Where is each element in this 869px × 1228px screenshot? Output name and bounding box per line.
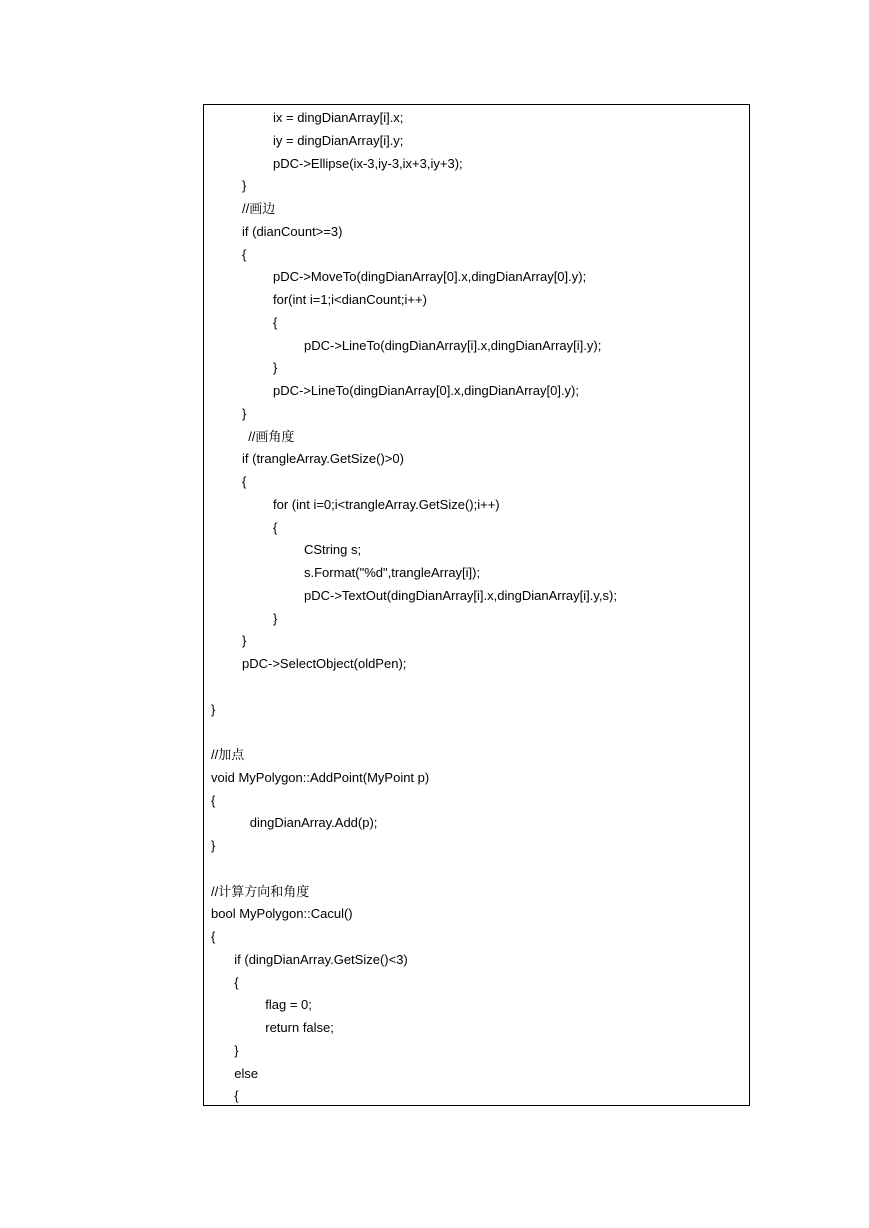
code-line: { <box>273 519 278 535</box>
code-line: if (trangleArray.GetSize()>0) <box>242 451 404 467</box>
code-line: { <box>242 474 247 489</box>
code-line: pDC->MoveTo(dingDianArray[0].x,dingDianArray[0].y); <box>273 269 587 285</box>
code-line: { <box>273 314 278 330</box>
code-line: ix = dingDianArray[i].x; <box>273 110 404 125</box>
code-line: pDC->SelectObject(oldPen); <box>242 656 407 671</box>
code-line: } <box>242 405 247 421</box>
code-line: } <box>211 701 216 717</box>
code-line: pDC->LineTo(dingDianArray[0].x,dingDianArray[0].y); <box>273 383 579 398</box>
code-line: { <box>234 974 239 990</box>
code-line: flag = 0; <box>265 997 312 1013</box>
code-line: { <box>211 792 216 808</box>
code-line: bool MyPolygon::Cacul() <box>211 906 353 922</box>
code-line: pDC->TextOut(dingDianArray[i].x,dingDianArray[i].y,s); <box>304 587 617 603</box>
code-line: { <box>234 1088 239 1104</box>
code-line: CString s; <box>304 542 362 558</box>
code-line: } <box>273 610 278 626</box>
code-line: else <box>234 1065 259 1081</box>
code-line: void MyPolygon::AddPoint(MyPoint p) <box>211 769 430 785</box>
code-line: //画边 <box>242 201 276 216</box>
code-line: iy = dingDianArray[i].y; <box>273 132 404 148</box>
code-line: } <box>273 360 278 376</box>
code-line: for(int i=1;i<dianCount;i++) <box>273 292 427 307</box>
code-box <box>203 104 750 1106</box>
code-line: pDC->LineTo(dingDianArray[i].x,dingDianArray[i].y); <box>304 337 602 353</box>
code-line: //计算方向和角度 <box>211 883 310 899</box>
code-line: s.Format("%d",trangleArray[i]); <box>304 565 481 580</box>
code-line: } <box>211 838 216 853</box>
code-line: { <box>242 246 247 262</box>
code-line: } <box>242 178 247 194</box>
code-line: return false; <box>265 1020 334 1035</box>
code-line: if (dingDianArray.GetSize()<3) <box>234 951 408 967</box>
code-line: } <box>242 633 247 649</box>
code-line: pDC->Ellipse(ix-3,iy-3,ix+3,iy+3); <box>273 155 463 171</box>
code-line: //加点 <box>211 747 245 762</box>
code-line: dingDianArray.Add(p); <box>249 815 378 831</box>
code-line: //画角度 <box>248 428 295 444</box>
code-line: for (int i=0;i<trangleArray.GetSize();i++) <box>273 496 500 512</box>
code-line: if (dianCount>=3) <box>242 223 343 239</box>
code-line: } <box>234 1042 239 1058</box>
code-line: { <box>211 929 216 944</box>
